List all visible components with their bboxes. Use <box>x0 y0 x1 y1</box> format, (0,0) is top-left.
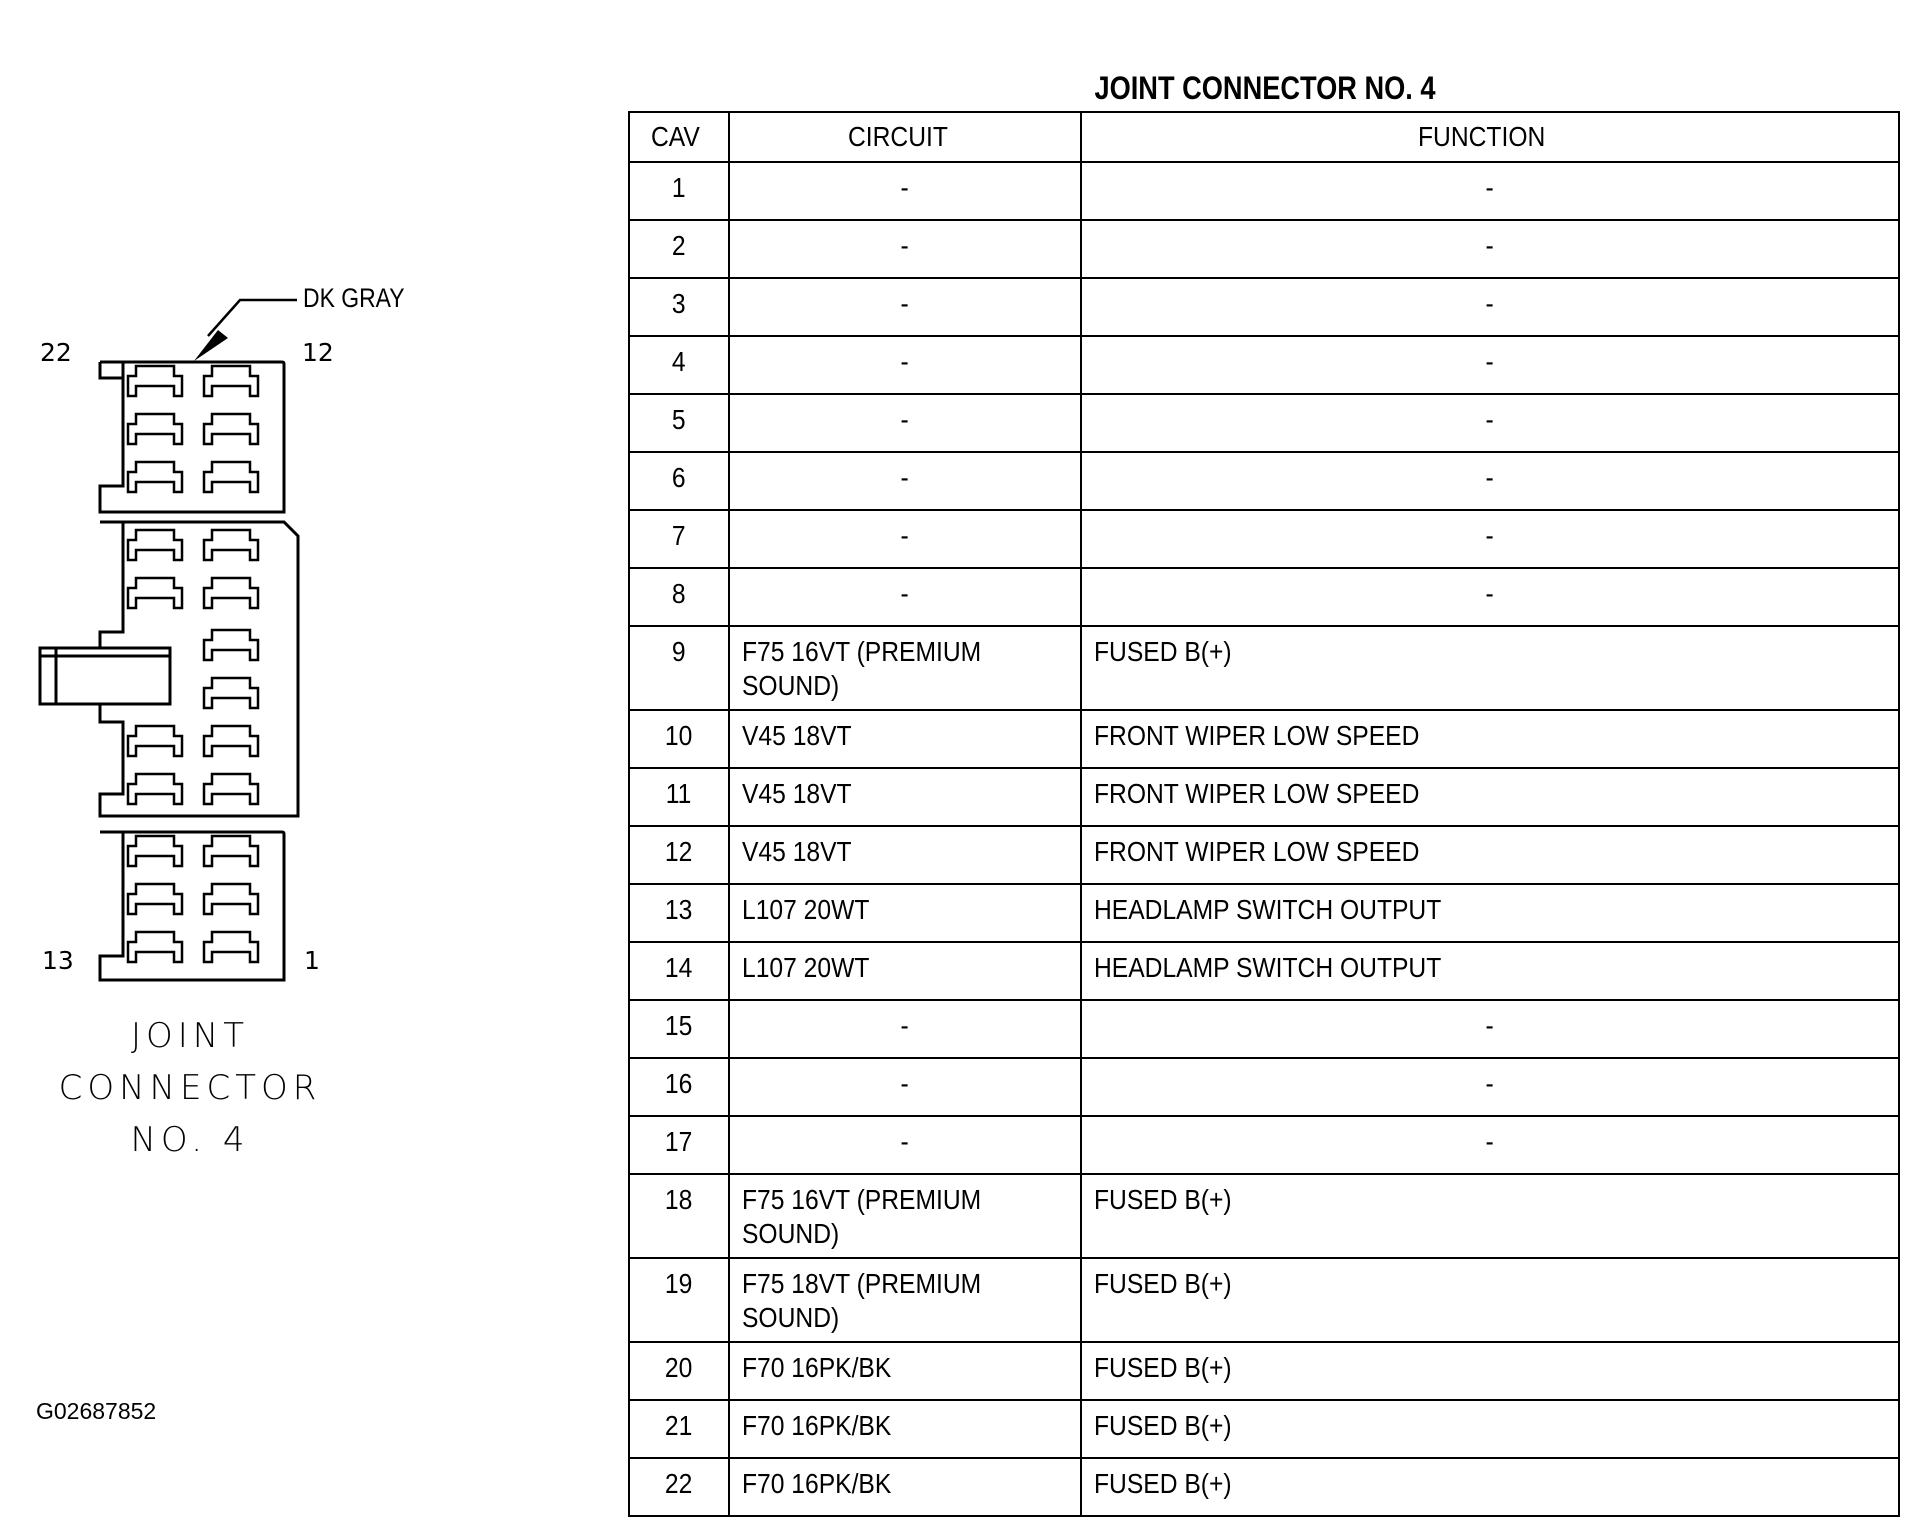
circuit-cell: - <box>729 510 1081 568</box>
cav-cell: 3 <box>629 278 729 336</box>
circuit-cell: V45 18VT <box>729 768 1081 826</box>
cav-cell: 13 <box>629 884 729 942</box>
table-row <box>629 884 1899 942</box>
connector-diagram <box>0 0 620 1488</box>
function-cell: - <box>1081 278 1899 336</box>
cavity-slot <box>204 630 258 660</box>
function-cell: - <box>1081 568 1899 626</box>
table-row <box>629 394 1899 452</box>
table-row <box>629 1258 1899 1342</box>
function-cell: FRONT WIPER LOW SPEED <box>1081 710 1899 768</box>
circuit-cell: - <box>729 452 1081 510</box>
cavity-slot <box>128 884 182 914</box>
cavity-slot <box>128 836 182 866</box>
function-cell: FUSED B(+) <box>1081 1400 1899 1458</box>
table-row <box>629 278 1899 336</box>
function-cell: FRONT WIPER LOW SPEED <box>1081 826 1899 884</box>
connector-cavities <box>128 366 258 962</box>
function-cell: - <box>1081 452 1899 510</box>
cav-cell: 6 <box>629 452 729 510</box>
function-cell: FUSED B(+) <box>1081 1174 1899 1258</box>
connector-title <box>30 1010 350 1166</box>
circuit-cell: - <box>729 336 1081 394</box>
cavity-slot <box>128 578 182 608</box>
table-row <box>629 162 1899 220</box>
cavity-slot <box>204 366 258 396</box>
cavity-slot <box>128 774 182 804</box>
cav-cell: 16 <box>629 1058 729 1116</box>
cavity-slot <box>128 462 182 492</box>
circuit-cell: - <box>729 394 1081 452</box>
pin-label-1: 1 <box>304 946 320 975</box>
function-cell: - <box>1081 394 1899 452</box>
function-cell: FUSED B(+) <box>1081 1342 1899 1400</box>
table-row <box>629 220 1899 278</box>
function-cell: - <box>1081 336 1899 394</box>
circuit-cell: - <box>729 1116 1081 1174</box>
cav-cell: 9 <box>629 626 729 710</box>
cavity-slot <box>204 414 258 444</box>
table-row <box>629 452 1899 510</box>
circuit-cell: V45 18VT <box>729 826 1081 884</box>
circuit-cell: - <box>729 220 1081 278</box>
cav-cell: 11 <box>629 768 729 826</box>
cav-cell: 1 <box>629 162 729 220</box>
table-title: JOINT CONNECTOR NO. 4 <box>1094 70 1436 106</box>
table-row <box>629 1342 1899 1400</box>
cav-cell: 4 <box>629 336 729 394</box>
table-row <box>629 568 1899 626</box>
color-label: DK GRAY <box>303 283 405 313</box>
cav-cell: 10 <box>629 710 729 768</box>
circuit-cell: F70 16PK/BK <box>729 1458 1081 1516</box>
table-row <box>629 942 1899 1000</box>
function-cell: - <box>1081 1000 1899 1058</box>
table-row <box>629 710 1899 768</box>
pin-label-22: 22 <box>40 338 72 367</box>
cavity-slot <box>128 530 182 560</box>
cavity-slot <box>128 932 182 962</box>
cav-cell: 12 <box>629 826 729 884</box>
color-leader-line <box>208 300 297 336</box>
figure-id: G02687852 <box>36 1398 157 1424</box>
function-cell: - <box>1081 162 1899 220</box>
connector-drawing <box>0 0 620 1488</box>
circuit-cell: V45 18VT <box>729 710 1081 768</box>
function-cell: FUSED B(+) <box>1081 1458 1899 1516</box>
header-cav: CAV <box>629 112 729 162</box>
table-row <box>629 626 1899 710</box>
table-row <box>629 1400 1899 1458</box>
connector-pinout-table <box>628 111 1900 1517</box>
pin-label-12: 12 <box>302 338 334 367</box>
function-cell: FUSED B(+) <box>1081 626 1899 710</box>
table-row <box>629 768 1899 826</box>
circuit-cell: - <box>729 1058 1081 1116</box>
cav-cell: 8 <box>629 568 729 626</box>
cav-cell: 15 <box>629 1000 729 1058</box>
cavity-slot <box>204 530 258 560</box>
circuit-cell: - <box>729 568 1081 626</box>
connector-title-line-2: CONNECTOR <box>58 1068 322 1108</box>
table-row <box>629 1058 1899 1116</box>
cavity-slot <box>128 366 182 396</box>
cav-cell: 17 <box>629 1116 729 1174</box>
function-cell: - <box>1081 510 1899 568</box>
cavity-slot <box>204 462 258 492</box>
cavity-slot <box>204 726 258 756</box>
table-row <box>629 1174 1899 1258</box>
table-row <box>629 1458 1899 1516</box>
circuit-cell: - <box>729 1000 1081 1058</box>
header-circuit: CIRCUIT <box>729 112 1081 162</box>
cav-cell: 2 <box>629 220 729 278</box>
table-row <box>629 1116 1899 1174</box>
circuit-cell: F70 16PK/BK <box>729 1342 1081 1400</box>
pin-label-13: 13 <box>42 946 74 975</box>
cav-cell: 7 <box>629 510 729 568</box>
color-leader-arrowhead <box>194 330 228 361</box>
cavity-slot <box>204 932 258 962</box>
circuit-cell: F75 16VT (PREMIUM SOUND) <box>729 626 1081 710</box>
cavity-slot <box>204 884 258 914</box>
circuit-cell: L107 20WT <box>729 884 1081 942</box>
cav-cell: 20 <box>629 1342 729 1400</box>
cav-cell: 21 <box>629 1400 729 1458</box>
table-row <box>629 826 1899 884</box>
table-header-row <box>629 112 1899 162</box>
cav-cell: 18 <box>629 1174 729 1258</box>
circuit-cell: F75 18VT (PREMIUM SOUND) <box>729 1258 1081 1342</box>
circuit-cell: - <box>729 162 1081 220</box>
connector-title-line-1: JOINT <box>130 1016 250 1056</box>
function-cell: - <box>1081 220 1899 278</box>
circuit-cell: F75 16VT (PREMIUM SOUND) <box>729 1174 1081 1258</box>
connector-title-line-3: NO. 4 <box>130 1120 250 1160</box>
table-row <box>629 510 1899 568</box>
cav-cell: 14 <box>629 942 729 1000</box>
function-cell: - <box>1081 1116 1899 1174</box>
function-cell: HEADLAMP SWITCH OUTPUT <box>1081 942 1899 1000</box>
connector-middle-block <box>100 522 298 816</box>
cav-cell: 22 <box>629 1458 729 1516</box>
circuit-cell: F70 16PK/BK <box>729 1400 1081 1458</box>
function-cell: FUSED B(+) <box>1081 1258 1899 1342</box>
header-function: FUNCTION <box>1081 112 1899 162</box>
table-row <box>629 1000 1899 1058</box>
circuit-cell: - <box>729 278 1081 336</box>
cavity-slot <box>204 836 258 866</box>
cavity-slot <box>204 678 258 708</box>
cavity-slot <box>204 578 258 608</box>
function-cell: - <box>1081 1058 1899 1116</box>
function-cell: HEADLAMP SWITCH OUTPUT <box>1081 884 1899 942</box>
cav-cell: 19 <box>629 1258 729 1342</box>
function-cell: FRONT WIPER LOW SPEED <box>1081 768 1899 826</box>
circuit-cell: L107 20WT <box>729 942 1081 1000</box>
cavity-slot <box>128 414 182 444</box>
cav-cell: 5 <box>629 394 729 452</box>
cavity-slot <box>204 774 258 804</box>
table-row <box>629 336 1899 394</box>
cavity-slot <box>128 726 182 756</box>
